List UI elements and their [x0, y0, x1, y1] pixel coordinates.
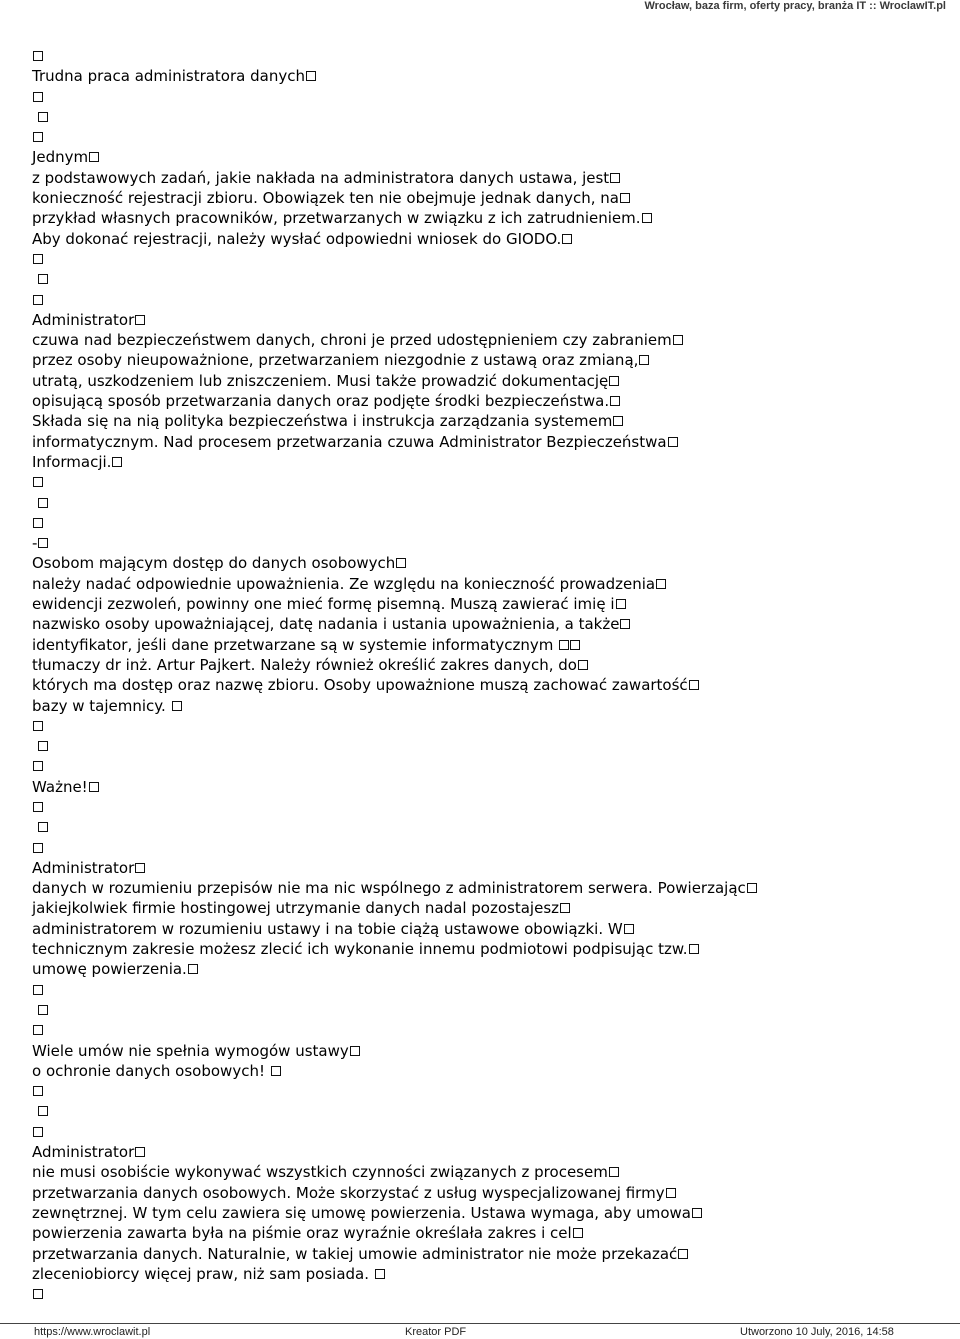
text-line [32, 290, 932, 310]
text-line: - [32, 533, 932, 553]
box-glyph-icon [666, 1188, 676, 1198]
box-glyph-icon [89, 152, 99, 162]
text-line: Wiele umów nie spełnia wymogów ustawy [32, 1041, 932, 1061]
text-line: nazwisko osoby upoważniającej, datę nadania i ustania upoważnienia, a także [32, 614, 932, 634]
text-line: z podstawowych zadań, jakie nakłada na administratora danych ustawa, jest [32, 168, 932, 188]
text-line: Ważne! [32, 777, 932, 797]
text-line [32, 716, 932, 736]
text-line [32, 127, 932, 147]
text-line: informatycznym. Nad procesem przetwarzania czuwa Administrator Bezpieczeństwa [32, 432, 932, 452]
box-glyph-icon [747, 883, 757, 893]
box-glyph-icon [33, 1025, 43, 1035]
text-line: technicznym zakresie możesz zlecić ich wykonanie innemu podmiotowi podpisując tzw. [32, 939, 932, 959]
box-glyph-icon [89, 782, 99, 792]
document-body [32, 46, 932, 1304]
text-line [32, 1020, 932, 1040]
box-glyph-icon [668, 437, 678, 447]
box-glyph-icon [578, 660, 588, 670]
text-line: utratą, uszkodzeniem lub zniszczeniem. Musi także prowadzić dokumentację [32, 371, 932, 391]
text-line: powierzenia zawarta była na piśmie oraz wyraźnie określała zakres i cel [32, 1223, 932, 1243]
box-glyph-icon [33, 254, 43, 264]
box-glyph-icon [609, 376, 619, 386]
box-glyph-icon [350, 1046, 360, 1056]
box-glyph-icon [38, 741, 48, 751]
box-glyph-icon [188, 964, 198, 974]
box-glyph-icon [38, 822, 48, 832]
text-line: jakiejkolwiek firmie hostingowej utrzymanie danych nadal pozostajesz [32, 898, 932, 918]
box-glyph-icon [620, 619, 630, 629]
box-glyph-icon [306, 71, 316, 81]
box-glyph-icon [271, 1066, 281, 1076]
box-glyph-icon [38, 112, 48, 122]
text-line: Administrator [32, 310, 932, 330]
text-line: umowę powierzenia. [32, 959, 932, 979]
text-line [32, 46, 932, 66]
box-glyph-icon [639, 355, 649, 365]
text-line [32, 756, 932, 776]
box-glyph-icon [135, 1147, 145, 1157]
box-glyph-icon [613, 416, 623, 426]
text-line [32, 980, 932, 1000]
box-glyph-icon [38, 1106, 48, 1116]
text-line: Trudna praca administratora danych [32, 66, 932, 86]
text-line [32, 493, 932, 513]
box-glyph-icon [642, 213, 652, 223]
text-line: przez osoby nieupoważnione, przetwarzaniem niezgodnie z ustawą oraz zmianą, [32, 350, 932, 370]
box-glyph-icon [610, 173, 620, 183]
box-glyph-icon [33, 843, 43, 853]
box-glyph-icon [692, 1208, 702, 1218]
text-line: Jednym [32, 147, 932, 167]
footer-url: https://www.wroclawit.pl [34, 1326, 151, 1338]
box-glyph-icon [33, 1086, 43, 1096]
box-glyph-icon [573, 1228, 583, 1238]
box-glyph-icon [33, 1127, 43, 1137]
box-glyph-icon [38, 498, 48, 508]
box-glyph-icon [375, 1269, 385, 1279]
text-line: o ochronie danych osobowych! [32, 1061, 932, 1081]
box-glyph-icon [33, 132, 43, 142]
text-line [32, 1000, 932, 1020]
text-line [32, 1101, 932, 1121]
footer-generator: Kreator PDF [405, 1326, 467, 1338]
text-line: przykład własnych pracowników, przetwarzanych w związku z ich zatrudnieniem. [32, 208, 932, 228]
text-line [32, 817, 932, 837]
text-line: przetwarzania danych osobowych. Może skorzystać z usług wyspecjalizowanej firmy [32, 1183, 932, 1203]
box-glyph-icon [33, 761, 43, 771]
box-glyph-icon [620, 193, 630, 203]
box-glyph-icon [135, 315, 145, 325]
text-line [32, 736, 932, 756]
text-line: należy nadać odpowiednie upoważnienia. Ze względu na konieczność prowadzenia [32, 574, 932, 594]
text-line [32, 838, 932, 858]
box-glyph-icon [172, 701, 182, 711]
text-line: nie musi osobiście wykonywać wszystkich czynności związanych z procesem [32, 1162, 932, 1182]
box-glyph-icon [559, 640, 569, 650]
box-glyph-icon [135, 863, 145, 873]
box-glyph-icon [609, 1167, 619, 1177]
box-glyph-icon [33, 1289, 43, 1299]
text-line: Aby dokonać rejestracji, należy wysłać odpowiedni wniosek do GIODO. [32, 229, 932, 249]
box-glyph-icon [689, 680, 699, 690]
text-line [32, 1284, 932, 1304]
box-glyph-icon [38, 1005, 48, 1015]
text-line: konieczność rejestracji zbioru. Obowiązek ten nie obejmuje jednak danych, na [32, 188, 932, 208]
text-line [32, 1081, 932, 1101]
box-glyph-icon [673, 335, 683, 345]
text-line [32, 513, 932, 533]
text-line [32, 269, 932, 289]
text-line [32, 249, 932, 269]
box-glyph-icon [562, 234, 572, 244]
text-line: Administrator [32, 1142, 932, 1162]
box-glyph-icon [33, 518, 43, 528]
text-line: opisującą sposób przetwarzania danych oraz podjęte środki bezpieczeństwa. [32, 391, 932, 411]
box-glyph-icon [33, 92, 43, 102]
text-line: Informacji. [32, 452, 932, 472]
box-glyph-icon [656, 579, 666, 589]
text-line: danych w rozumieniu przepisów nie ma nic wspólnego z administratorem serwera. Powierzając [32, 878, 932, 898]
page-header-title: Wrocław, baza firm, oferty pracy, branża IT :: WroclawIT.pl [644, 0, 946, 12]
box-glyph-icon [38, 274, 48, 284]
text-line: tłumaczy dr inż. Artur Pajkert. Należy również określić zakres danych, do [32, 655, 932, 675]
text-line: Składa się na nią polityka bezpieczeństwa i instrukcja zarządzania systemem [32, 411, 932, 431]
box-glyph-icon [678, 1249, 688, 1259]
text-line: identyfikator, jeśli dane przetwarzane są w systemie informatycznym [32, 635, 932, 655]
text-line [32, 472, 932, 492]
footer-created: Utworzono 10 July, 2016, 14:58 [740, 1326, 894, 1338]
box-glyph-icon [33, 295, 43, 305]
box-glyph-icon [616, 599, 626, 609]
box-glyph-icon [560, 903, 570, 913]
text-line: których ma dostęp oraz nazwę zbioru. Osoby upoważnione muszą zachować zawartość [32, 675, 932, 695]
text-line: ewidencji zezwoleń, powinny one mieć formę pisemną. Muszą zawierać imię i [32, 594, 932, 614]
text-line [32, 87, 932, 107]
text-line: przetwarzania danych. Naturalnie, w takiej umowie administrator nie może przekazać [32, 1244, 932, 1264]
box-glyph-icon [570, 640, 580, 650]
text-line [32, 797, 932, 817]
box-glyph-icon [33, 721, 43, 731]
box-glyph-icon [33, 802, 43, 812]
box-glyph-icon [624, 924, 634, 934]
box-glyph-icon [38, 538, 48, 548]
page-footer [0, 1323, 960, 1339]
box-glyph-icon [610, 396, 620, 406]
text-line: zleceniobiorcy więcej praw, niż sam posiada. [32, 1264, 932, 1284]
text-line: administratorem w rozumieniu ustawy i na tobie ciążą ustawowe obowiązki. W [32, 919, 932, 939]
text-line: czuwa nad bezpieczeństwem danych, chroni je przed udostępnieniem czy zabraniem [32, 330, 932, 350]
box-glyph-icon [33, 477, 43, 487]
text-line: Administrator [32, 858, 932, 878]
text-line [32, 1122, 932, 1142]
box-glyph-icon [112, 457, 122, 467]
text-line: zewnętrznej. W tym celu zawiera się umowę powierzenia. Ustawa wymaga, aby umowa [32, 1203, 932, 1223]
box-glyph-icon [33, 51, 43, 61]
text-line: bazy w tajemnicy. [32, 696, 932, 716]
box-glyph-icon [689, 944, 699, 954]
box-glyph-icon [33, 985, 43, 995]
text-line [32, 107, 932, 127]
box-glyph-icon [396, 558, 406, 568]
text-line: Osobom mającym dostęp do danych osobowych [32, 553, 932, 573]
